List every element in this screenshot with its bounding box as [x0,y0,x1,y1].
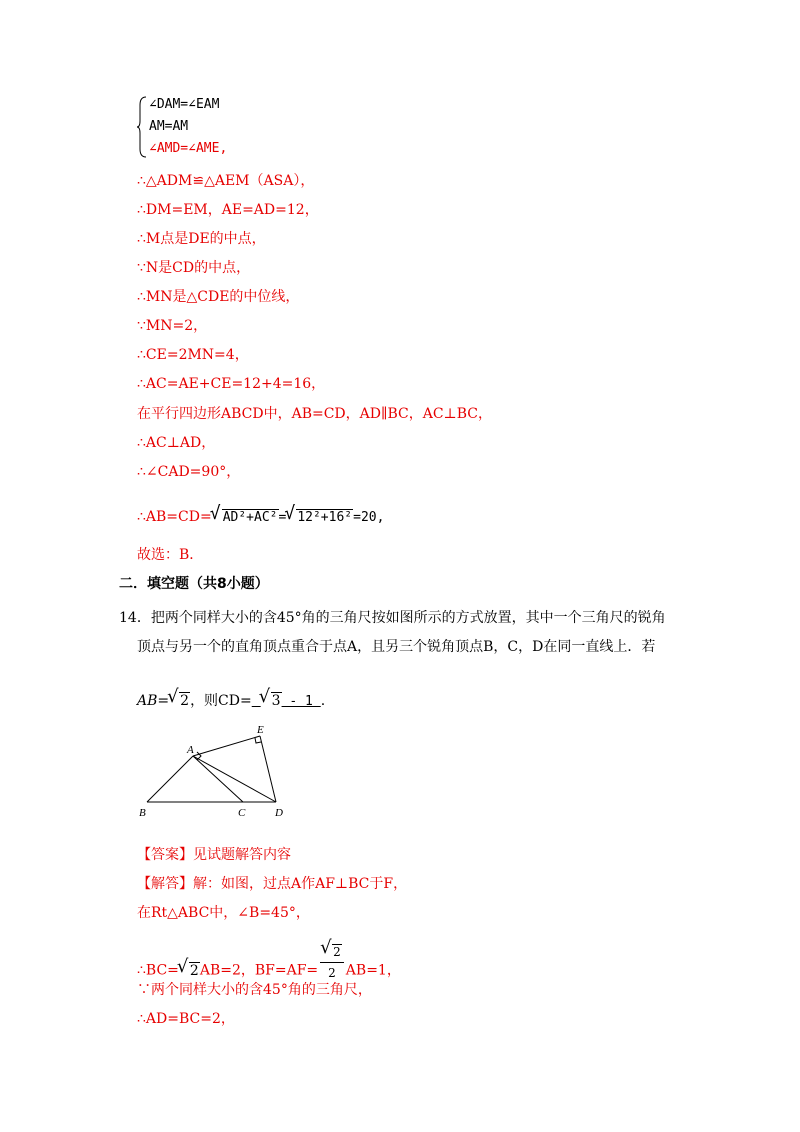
formula-prefix: ∴AB=CD= [137,509,212,525]
sqrt-expression-2 [286,508,353,528]
label-b: B [139,807,146,819]
answer-blank [252,693,321,709]
left-brace [137,95,147,159]
analysis-line [137,874,407,894]
section-heading: 二．填空题（共8小题） [119,576,269,592]
solution-line: ∴CE=2MN=4， [137,347,249,363]
solution-line: 在Rt△ABC中，∠B=45°， [137,905,310,921]
formula-result: =20, [353,510,385,525]
equation-system [137,95,297,165]
answer-rest: - 1 [281,694,321,709]
fraction-numerator [320,942,344,963]
ab-prefix: AB= [137,693,170,709]
solution-line: ∵MN=2， [137,318,208,334]
solution-line: ∴AD=BC=2， [137,1011,235,1027]
sqrt-expression-1 [212,508,279,528]
analysis-tag: 【解答】 [137,876,193,892]
label-d: D [275,807,283,819]
line-ad [193,756,276,802]
solution-line: ∴△ADM≌△AEM（ASA）， [137,173,315,189]
cd-text: ，则CD= [190,693,252,709]
solution-line: ∴MN是△CDE的中位线， [137,289,300,305]
question-14-line-2: 顶点与另一个的直角顶点重合于点A，且另三个锐角顶点B，C，D在同一直线上．若 [137,639,656,655]
radicand: AD²+AC² [222,510,278,525]
radicand: 2 [189,962,199,979]
sqrt-2 [322,942,342,962]
solution-line: ∴DM=EM，AE=AD=12， [137,202,319,218]
answer-text: 见试题解答内容 [193,847,291,863]
radicand: 2 [333,945,341,959]
label-c: C [238,807,246,819]
bc-prefix: ∴BC= [137,962,179,979]
ab-cd-formula [137,507,384,528]
bc-end: AB=1， [345,962,401,979]
triangle-figure [135,722,295,822]
solution-line: 在平行四边形ABCD中，AB=CD，AD∥BC，AC⊥BC， [137,406,492,422]
label-e: E [257,724,264,736]
sqrt-2 [169,691,190,711]
answer-choice: 故选：B． [137,547,204,563]
line-ba [147,756,193,802]
bc-mid: AB=2，BF=AF= [199,962,319,979]
solution-line: ∵两个同样大小的含45°角的三角尺， [137,982,372,998]
sqrt-3 [261,691,282,711]
solution-line: ∴AC=AE+CE=12+4=16， [137,376,326,392]
radicand: 2 [180,693,190,709]
analysis-text: 解：如图，过点A作AF⊥BC于F， [193,876,408,892]
end-period: . [320,693,326,709]
radicand: 3 [271,693,281,709]
answer-line [137,845,291,865]
line-ae [193,736,260,756]
right-angle-mark-e [255,738,261,743]
question-14-line-1: 14．把两个同样大小的含45°角的三角尺按如图所示的方式放置，其中一个三角尺的锐角 [119,610,666,626]
solution-line: ∵N是CD的中点， [137,260,251,276]
sqrt-2 [179,961,200,981]
line-ed [260,736,276,802]
fraction-denominator: 2 [328,966,336,980]
case-row-3: ∠AMD=∠AME, [149,141,228,156]
equals-sign: = [278,510,287,525]
solution-line: ∴AC⊥AD， [137,435,216,451]
case-row-1: ∠DAM=∠EAM [149,97,220,112]
fraction-sqrt2-over-2 [320,942,344,983]
answer-tag: 【答案】 [137,847,193,863]
solution-line: ∴M点是DE的中点， [137,231,266,247]
label-a: A [187,744,194,756]
case-row-2: AM=AM [149,119,189,134]
question-14-given [137,691,325,712]
radicand: 12²+16² [297,510,353,525]
solution-line: ∴∠CAD=90°， [137,464,241,480]
